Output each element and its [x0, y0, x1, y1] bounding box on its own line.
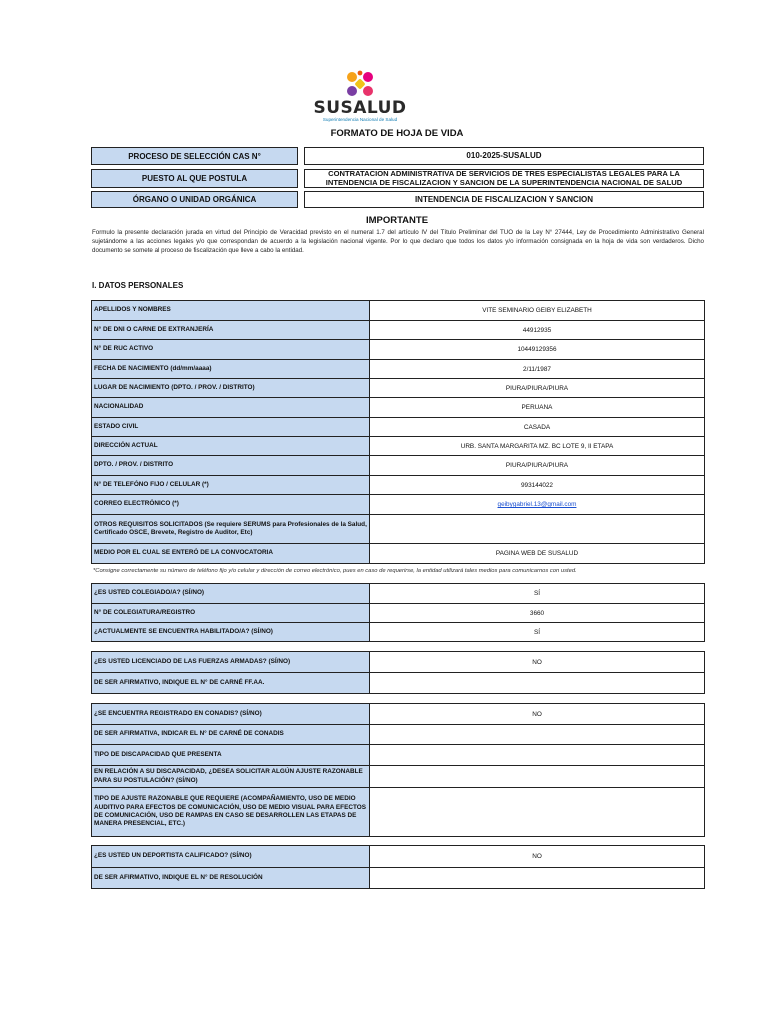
field-label: ¿ACTUALMENTE SE ENCUENTRA HABILITADO/A? (SÍ/NO): [92, 623, 370, 641]
field-label: DE SER AFIRMATIVO, INDIQUE EL N° DE CARNÉ FF.AA.: [92, 673, 370, 693]
ffaa-table: [91, 651, 705, 694]
field-value: 3660: [529, 609, 545, 617]
field-value: PIURA/PIURA/PIURA: [505, 384, 569, 392]
header-value: CONTRATACION ADMINISTRATIVA DE SERVICIOS DE TRES ESPECIALISTAS LEGALES PARA LA INTENDENCIA DE FISCALIZACION Y SANCION DE LA SUPERINTENDENCIA NACIONAL DE SALUD: [304, 169, 704, 188]
field-value: NO: [532, 658, 542, 666]
field-label: APELLIDOS Y NOMBRES: [92, 301, 370, 320]
header-row-puesto: [91, 169, 704, 188]
table-row: [92, 301, 704, 320]
table-row: [92, 494, 704, 514]
contact-note: *Consigne correctamente su número de teléfono fijo y/o celular y dirección de correo electrónico, pues en caso de requerirse, la entidad utilizará tales medios para comunicarnos con usted.: [93, 568, 577, 574]
header-label: PROCESO DE SELECCIÓN CAS N°: [91, 147, 298, 165]
table-row: [92, 867, 704, 888]
table-row: [92, 744, 704, 765]
table-row: [92, 846, 704, 867]
field-label: EN RELACIÓN A SU DISCAPACIDAD, ¿DESEA SOLICITAR ALGÚN AJUSTE RAZONABLE PARA SU POSTULACIÓN? (SÍ/NO): [92, 766, 370, 787]
field-value: PERUANA: [521, 404, 553, 411]
document-title: FORMATO DE HOJA DE VIDA: [330, 128, 464, 139]
field-label: DE SER AFIRMATIVA, INDICAR EL N° DE CARNÉ DE CONADIS: [92, 725, 370, 744]
field-value: [370, 766, 704, 787]
susalud-logo: [312, 70, 408, 124]
field-label: LUGAR DE NACIMIENTO (DPTO. / PROV. / DISTRITO): [92, 379, 370, 397]
field-value: [370, 725, 704, 744]
field-label: MEDIO POR EL CUAL SE ENTERÓ DE LA CONVOCATORIA: [92, 544, 370, 563]
field-label: TIPO DE AJUSTE RAZONABLE QUE REQUIERE (ACOMPAÑAMIENTO, USO DE MEDIO AUDITIVO PARA EFECTOS DE COMUNICACIÓN, USO DE MEDIO VISUAL PARA EFECTOS DE COMUNICACIÓN, USO DE RAMPAS EN CASO SE DESARROLLEN LAS ETAPAS DE MANERA PRESENCIAL, ETC.): [92, 788, 370, 836]
important-heading: IMPORTANTE: [365, 215, 429, 226]
table-row: [92, 417, 704, 436]
table-row: [92, 514, 704, 543]
table-row: [92, 704, 704, 724]
table-row: [92, 672, 704, 693]
logo-subtitle: Superintendencia Nacional de Salud: [322, 117, 398, 122]
field-value: [370, 515, 704, 543]
header-value: INTENDENCIA DE FISCALIZACION Y SANCION: [304, 191, 704, 208]
table-row: [92, 378, 704, 397]
table-row: [92, 584, 704, 603]
field-value: URB. SANTA MARGARITA MZ. BC LOTE 9, II ETAPA: [460, 442, 614, 450]
table-row: [92, 787, 704, 836]
field-value: PAGINA WEB DE SUSALUD: [495, 550, 579, 557]
field-value: [370, 673, 704, 693]
conadis-table: [91, 703, 705, 837]
field-label: ¿SE ENCUENTRA REGISTRADO EN CONADIS? (SÍ/NO): [92, 704, 370, 724]
deportista-table: [91, 845, 705, 889]
field-label: NACIONALIDAD: [92, 398, 370, 417]
table-row: [92, 320, 704, 339]
field-label: DPTO. / PROV. / DISTRITO: [92, 456, 370, 475]
field-value: NO: [532, 710, 542, 718]
field-value: [370, 788, 704, 836]
field-label: TIPO DE DISCAPACIDAD QUE PRESENTA: [92, 745, 370, 765]
field-value: SÍ: [533, 590, 541, 597]
table-row: [92, 543, 704, 563]
table-row: [92, 724, 704, 744]
field-label: ¿ES USTED COLEGIADO/A? (SÍ/NO): [92, 584, 370, 603]
logo-name: SUSALUD: [313, 98, 407, 118]
table-row: [92, 475, 704, 494]
header-value: 010-2025-SUSALUD: [304, 147, 704, 165]
field-value: PIURA/PIURA/PIURA: [505, 462, 569, 469]
table-row: [92, 765, 704, 787]
header-row-organo: [91, 191, 704, 208]
section-title: I. DATOS PERSONALES: [92, 281, 184, 290]
field-label: DE SER AFIRMATIVO, INDIQUE EL N° DE RESOLUCIÓN: [92, 868, 370, 888]
email-link[interactable]: geibygabriel.13@gmail.com: [497, 501, 577, 508]
field-label: OTROS REQUISITOS SOLICITADOS (Se requiere SERUMS para Profesionales de la Salud, Certificado OSCE, Brevete, Registro de Auditor, Etc): [92, 515, 370, 543]
field-value: 2/11/1987: [523, 365, 551, 373]
field-label: ESTADO CIVIL: [92, 418, 370, 436]
field-value: 10449129356: [517, 346, 557, 353]
field-value: [370, 745, 704, 765]
field-value: SÍ: [533, 628, 541, 636]
field-label: FECHA DE NACIMIENTO (dd/mm/aaaa): [92, 360, 370, 378]
table-row: [92, 397, 704, 417]
header-row-proceso: [91, 147, 704, 165]
field-label: ¿ES USTED LICENCIADO DE LAS FUERZAS ARMADAS? (SÍ/NO): [92, 652, 370, 672]
table-row: [92, 603, 704, 622]
field-label: N° DE DNI O CARNE DE EXTRANJERÍA: [92, 321, 370, 339]
declaration-text: Formulo la presente declaración jurada en virtud del Principio de Veracidad previsto en el numeral 1.7 del artículo IV del Título Preliminar del TUO de la Ley N° 27444, Ley de Procedimiento Administrativo General sujetándome a las acciones legales y/o que correspondan de acuerdo a la legislación nacional vigente. Por lo que declaro que todos los datos y/o información consignada en la hoja de vida son verdaderos. Dicho documento se somete al proceso de fiscalización que lleve a cabo la entidad.: [92, 229, 704, 254]
field-value: 44912935: [522, 326, 552, 334]
field-label: ¿ES USTED UN DEPORTISTA CALIFICADO? (SÍ/NO): [92, 846, 370, 867]
table-row: [92, 359, 704, 378]
header-label: ÓRGANO O UNIDAD ORGÁNICA: [91, 191, 298, 208]
field-label: N° DE RUC ACTIVO: [92, 340, 370, 359]
table-row: [92, 436, 704, 455]
field-value: CASADA: [523, 423, 551, 431]
field-label: DIRECCIÓN ACTUAL: [92, 437, 370, 455]
table-row: [92, 652, 704, 672]
field-value: NO: [532, 853, 542, 860]
table-row: [92, 339, 704, 359]
susalud-logo-icon: [343, 70, 377, 98]
field-value: [370, 868, 704, 888]
field-value: VITE SEMINARIO GEIBY ELIZABETH: [482, 307, 592, 314]
personal-data-table: [91, 300, 705, 564]
field-value: 993144022: [521, 481, 553, 489]
field-label: CORREO ELECTRÓNICO (*): [92, 495, 370, 514]
table-row: [92, 622, 704, 641]
field-label: N° DE TELEFÓNO FIJO / CELULAR (*): [92, 476, 370, 494]
field-label: N° DE COLEGIATURA/REGISTRO: [92, 604, 370, 622]
table-row: [92, 455, 704, 475]
colegiado-table: [91, 583, 705, 642]
header-label: PUESTO AL QUE POSTULA: [91, 169, 298, 188]
